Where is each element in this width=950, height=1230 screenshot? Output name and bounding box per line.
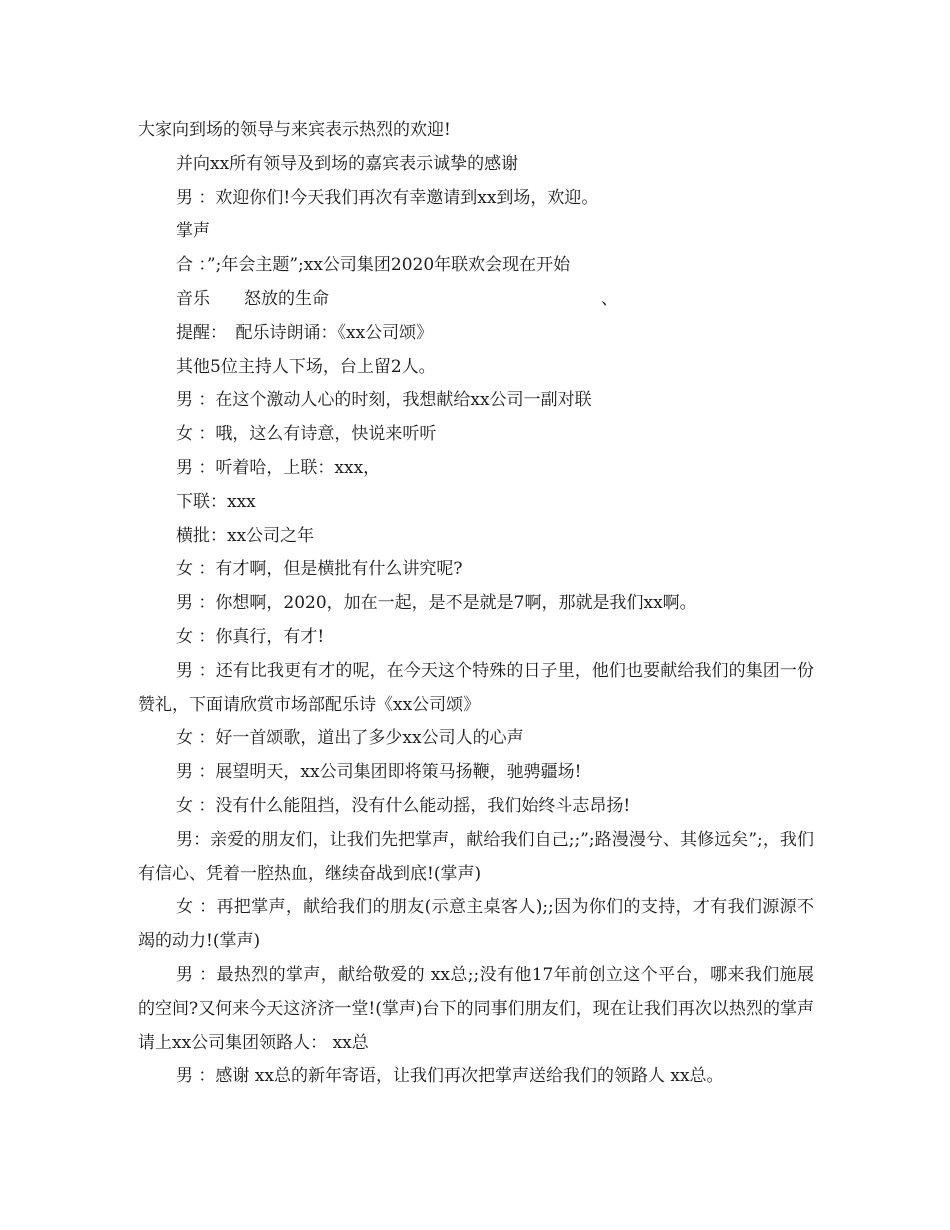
- text-line: 音乐 怒放的生命 、: [176, 288, 618, 309]
- text-line: 女 ：哦，这么有诗意，快说来听听: [176, 424, 437, 445]
- text-line: 男 ：你想啊，2020，加在一起，是不是就是7啊，那就是我们xx啊。: [176, 593, 697, 614]
- text-line: 掌声: [176, 221, 210, 242]
- text-paragraph: 男 ：感谢 xx总的新年寄语，让我们再次把掌声送给我们的领路人 xx总。: [176, 1066, 724, 1087]
- text-line: 大家向到场的领导与来宾表示热烈的欢迎!: [138, 120, 451, 140]
- text-line: 女 ：有才啊，但是横批有什么讲究呢?: [176, 559, 463, 580]
- text-line: 横批：xx公司之年: [176, 525, 315, 546]
- document-body: [138, 114, 814, 1094]
- text-line: 男 ：在这个激动人心的时刻，我想献给xx公司一副对联: [176, 390, 592, 411]
- text-line: 下联：xxx: [176, 491, 256, 512]
- text-paragraph: 男 ：还有比我更有才的呢，在今天这个特殊的日子里，他们也要献给我们的集团一份赞礼，下面请欣赏市场部配乐诗《xx公司颂》: [138, 660, 814, 715]
- text-paragraph: 女 ：没有什么能阻挡，没有什么能动摇，我们始终斗志昂扬!: [176, 795, 631, 816]
- text-line: 女 ：你真行，有才!: [176, 626, 325, 647]
- text-paragraph: 女 ：再把掌声，献给我们的朋友(示意主桌客人);;因为你们的支持，才有我们源源不竭的动力!(掌声): [138, 897, 814, 952]
- text-line: 男 ：听着哈，上联：xxx，: [176, 457, 381, 478]
- text-paragraph: 男 ：展望明天，xx公司集团即将策马扬鞭，驰骋疆场!: [176, 762, 582, 783]
- text-line: 男 ：欢迎你们!今天我们再次有幸邀请到xx到场，欢迎。: [176, 187, 599, 208]
- text-paragraph: 男 ：最热烈的掌声，献给敬爱的 xx总;;没有他17年前创立这个平台，哪来我们施展的空间?又何来今天这济济一堂!(掌声)台下的同事们朋友们，现在让我们再次以热烈的掌声请上xx公司集团领路人： xx总: [138, 964, 814, 1053]
- text-line: 并向xx所有领导及到场的嘉宾表示诚挚的感谢: [176, 153, 519, 174]
- text-paragraph: 女 ：好一首颂歌，道出了多少xx公司人的心声: [176, 728, 524, 749]
- text-line: 合 ：”;年会主题”;xx公司集团2020年联欢会现在开始: [176, 255, 571, 276]
- text-line: 提醒： 配乐诗朗诵：《xx公司颂》: [176, 322, 434, 343]
- text-paragraph: 男：亲爱的朋友们，让我们先把掌声，献给我们自己;;”;路漫漫兮、其修远矣”;，我们有信心、凭着一腔热血，继续奋战到底!(掌声): [138, 829, 814, 884]
- text-line: 其他5位主持人下场，台上留2人。: [176, 356, 436, 377]
